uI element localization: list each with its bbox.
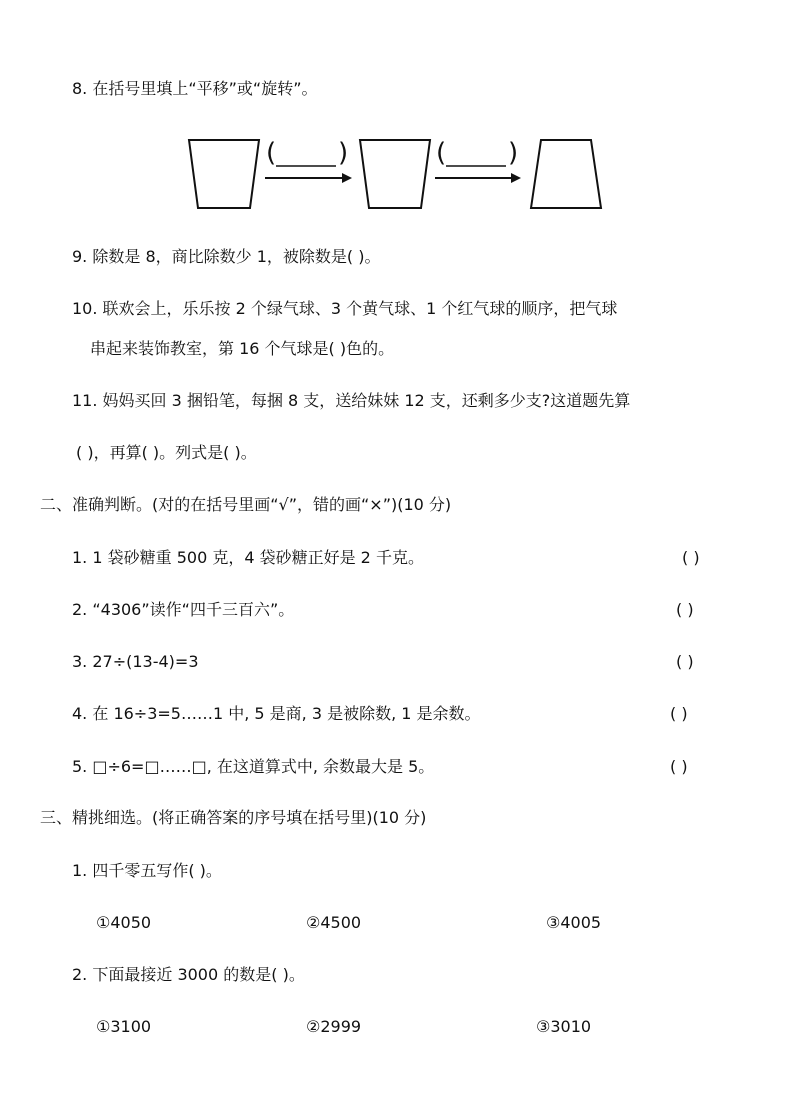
- q11-line2: ( )，再算( )。列式是( )。: [76, 443, 257, 462]
- judge-item-1: 1. 1 袋砂糖重 500 克，4 袋砂糖正好是 2 千克。: [72, 548, 424, 567]
- choice-q2: 2. 下面最接近 3000 的数是( )。: [72, 965, 305, 984]
- q11-line1: 11. 妈妈买回 3 捆铅笔，每捆 8 支，送给妹妹 12 支，还剩多少支?这道题先算: [72, 391, 631, 410]
- arrow-2-head: [511, 173, 521, 183]
- judge-item-3-answer: ( ): [676, 652, 694, 671]
- choice-q1-option-2: ②4500: [306, 913, 362, 932]
- judge-item-5: 5. □÷6=□……□, 在这道算式中, 余数最大是 5。: [72, 757, 435, 776]
- q10-line1: 10. 联欢会上，乐乐按 2 个绿气球、3 个黄气球、1 个红气球的顺序，把气球: [72, 299, 618, 318]
- choice-q1-option-3: ③4005: [546, 913, 602, 932]
- blank-2-open-paren: (: [436, 138, 447, 168]
- q10-line2: 串起来装饰教室，第 16 个气球是( )色的。: [90, 339, 395, 358]
- choice-q1-option-1: ①4050: [96, 913, 152, 932]
- judge-item-1-answer: ( ): [682, 548, 700, 567]
- judge-item-2: 2. “4306”读作“四千三百六”。: [72, 600, 295, 619]
- arrow-1-head: [342, 173, 352, 183]
- judge-item-4: 4. 在 16÷3=5……1 中, 5 是商, 3 是被除数, 1 是余数。: [72, 704, 481, 723]
- blank-1-close-paren: ): [338, 138, 349, 168]
- q8-text: 8. 在括号里填上“平移”或“旋转”。: [72, 79, 318, 98]
- choice-q2-option-3: ③3010: [536, 1017, 592, 1036]
- section2-title: 二、准确判断。(对的在括号里画“√”，错的画“×”)(10 分): [40, 495, 452, 514]
- judge-item-2-answer: ( ): [676, 600, 694, 619]
- judge-item-3: 3. 27÷(13-4)=3: [72, 652, 199, 671]
- choice-q2-option-2: ②2999: [306, 1017, 362, 1036]
- judge-item-5-answer: ( ): [670, 757, 688, 776]
- section3-title: 三、精挑细选。(将正确答案的序号填在括号里)(10 分): [40, 808, 427, 827]
- judge-item-4-answer: ( ): [670, 704, 688, 723]
- trapezoid-shape-1: [189, 140, 259, 208]
- trapezoid-shape-3: [531, 140, 601, 208]
- blank-2-close-paren: ): [508, 138, 519, 168]
- q9-text: 9. 除数是 8，商比除数少 1，被除数是( )。: [72, 247, 381, 266]
- choice-q2-option-1: ①3100: [96, 1017, 152, 1036]
- trapezoid-shape-2: [360, 140, 430, 208]
- choice-q1: 1. 四千零五写作( )。: [72, 861, 222, 880]
- blank-1-open-paren: (: [266, 138, 277, 168]
